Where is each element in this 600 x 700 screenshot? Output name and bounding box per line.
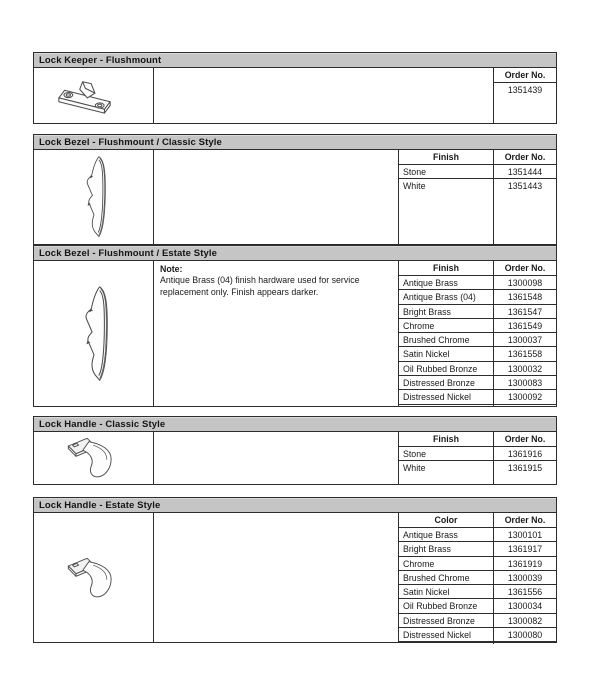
table-row [399, 276, 556, 290]
hardware-section [33, 134, 557, 245]
section-title: Lock Handle - Classic Style [39, 418, 166, 430]
finish-value: Brushed Chrome [399, 571, 494, 584]
note-cell [154, 513, 399, 642]
lock-keeper-drawing [55, 77, 133, 115]
order-column-header: Order No. [504, 434, 546, 444]
table-row [399, 305, 556, 319]
finish-filler-cell [399, 405, 494, 407]
lock-handle-drawing [61, 554, 127, 602]
order-number: 1361558 [507, 349, 543, 360]
table-row [399, 614, 556, 628]
table-filler-row [399, 405, 556, 406]
order-column-header: Order No. [504, 515, 546, 525]
section-body [34, 432, 556, 484]
finish-value: Distressed Bronze [399, 376, 494, 389]
section-title-bar [34, 135, 556, 150]
order-number: 1300080 [507, 630, 543, 641]
table-row [399, 390, 556, 404]
table-row [399, 447, 556, 461]
table-row [399, 557, 556, 571]
finish-column-header: Finish [399, 432, 494, 446]
section-title: Lock Keeper - Flushmount [39, 54, 162, 66]
part-drawing-cell [34, 432, 154, 484]
hardware-section [33, 416, 557, 485]
hardware-section [33, 245, 557, 407]
note-cell [154, 432, 399, 484]
finish-value: Antique Brass [399, 276, 494, 289]
order-number: 1300083 [507, 378, 543, 389]
order-table [399, 150, 556, 244]
order-number: 1300032 [507, 363, 543, 374]
table-header-row [399, 432, 556, 447]
hardware-section [33, 52, 557, 124]
order-table [399, 261, 556, 406]
order-number: 1351444 [507, 167, 543, 177]
finish-value: Oil Rubbed Bronze [399, 362, 494, 375]
order-column-header: Order No. [504, 152, 546, 162]
note-label: Note: [160, 264, 183, 274]
table-header-row [399, 261, 556, 276]
table-header-row [494, 68, 556, 83]
order-number: 1300101 [507, 530, 543, 540]
table-row [399, 179, 556, 244]
order-number: 1361917 [507, 544, 543, 555]
order-number: 1361919 [507, 558, 543, 569]
note-cell [154, 261, 399, 406]
note-cell [154, 68, 494, 123]
order-number: 1361916 [507, 449, 543, 459]
finish-value: Antique Brass [399, 528, 494, 541]
table-row [399, 528, 556, 542]
table-row [399, 333, 556, 347]
table-row [399, 585, 556, 599]
part-drawing-cell [34, 261, 154, 406]
table-row [399, 628, 556, 642]
order-number: 1361915 [507, 463, 543, 474]
finish-value: Bright Brass [399, 542, 494, 555]
order-number: 1361548 [507, 292, 543, 303]
section-title-bar [34, 53, 556, 68]
order-number: 1300039 [507, 572, 543, 583]
order-number: 1361547 [507, 306, 543, 317]
note-cell [154, 150, 399, 244]
section-title: Lock Handle - Estate Style [39, 499, 161, 511]
finish-value: Satin Nickel [399, 585, 494, 598]
table-header-row [399, 513, 556, 528]
table-header-row [399, 150, 556, 165]
finish-value: Distressed Nickel [399, 390, 494, 403]
table-row [399, 362, 556, 376]
finish-value: Distressed Bronze [399, 614, 494, 627]
order-number: 1361549 [507, 320, 543, 331]
table-row [399, 599, 556, 613]
lock-bezel-drawing [77, 284, 111, 384]
section-title-bar [34, 498, 556, 513]
finish-value: Chrome [399, 319, 494, 332]
order-number: 1300082 [507, 615, 543, 626]
section-body [34, 150, 556, 244]
part-drawing-cell [34, 150, 154, 244]
lock-handle-drawing [61, 434, 127, 482]
table-row [399, 376, 556, 390]
section-body [34, 513, 556, 642]
lock-bezel-drawing [79, 155, 109, 239]
order-table [399, 513, 556, 642]
order-number: 1300037 [507, 335, 543, 346]
section-title-bar [34, 417, 556, 432]
order-number: 1361556 [507, 587, 543, 598]
part-drawing-cell [34, 513, 154, 642]
table-row [399, 347, 556, 361]
finish-value: Stone [399, 165, 494, 178]
finish-value: White [399, 461, 494, 484]
finish-value: White [399, 179, 494, 244]
order-table [494, 68, 556, 123]
hardware-section [33, 497, 557, 643]
table-row [399, 542, 556, 556]
finish-value: Stone [399, 447, 494, 460]
order-table [399, 432, 556, 484]
order-number: 1300034 [507, 601, 543, 612]
table-row [399, 461, 556, 484]
finish-column-header: Color [399, 513, 494, 527]
sections-container [33, 52, 557, 643]
section-body [34, 261, 556, 406]
order-number: 1300092 [507, 392, 543, 403]
table-row [399, 290, 556, 304]
finish-value: Satin Nickel [399, 347, 494, 360]
finish-filler-cell [399, 642, 494, 644]
finish-value: Antique Brass (04) [399, 290, 494, 303]
finish-value: Oil Rubbed Bronze [399, 599, 494, 612]
table-row [494, 83, 556, 123]
order-column-header: Order No. [504, 70, 546, 80]
table-row [399, 571, 556, 585]
section-title: Lock Bezel - Flushmount / Estate Style [39, 247, 218, 259]
section-title: Lock Bezel - Flushmount / Classic Style [39, 136, 222, 148]
section-title-bar [34, 246, 556, 261]
note-text: Antique Brass (04) finish hardware used for service replacement only. Finish appears darker. [160, 275, 360, 297]
finish-value: Bright Brass [399, 305, 494, 318]
order-number: 1351443 [507, 181, 543, 192]
finish-column-header: Finish [399, 150, 494, 164]
finish-value: Distressed Nickel [399, 628, 494, 641]
part-drawing-cell [34, 68, 154, 123]
order-number: 1300098 [507, 278, 543, 288]
table-row [399, 319, 556, 333]
table-row [399, 165, 556, 179]
order-column-header: Order No. [504, 263, 546, 273]
finish-column-header: Finish [399, 261, 494, 275]
finish-value: Brushed Chrome [399, 333, 494, 346]
order-number: 1351439 [507, 85, 543, 95]
order-filler-cell [494, 642, 556, 644]
section-body [34, 68, 556, 123]
finish-value: Chrome [399, 557, 494, 570]
order-filler-cell [494, 405, 556, 407]
catalog-page [33, 52, 557, 643]
